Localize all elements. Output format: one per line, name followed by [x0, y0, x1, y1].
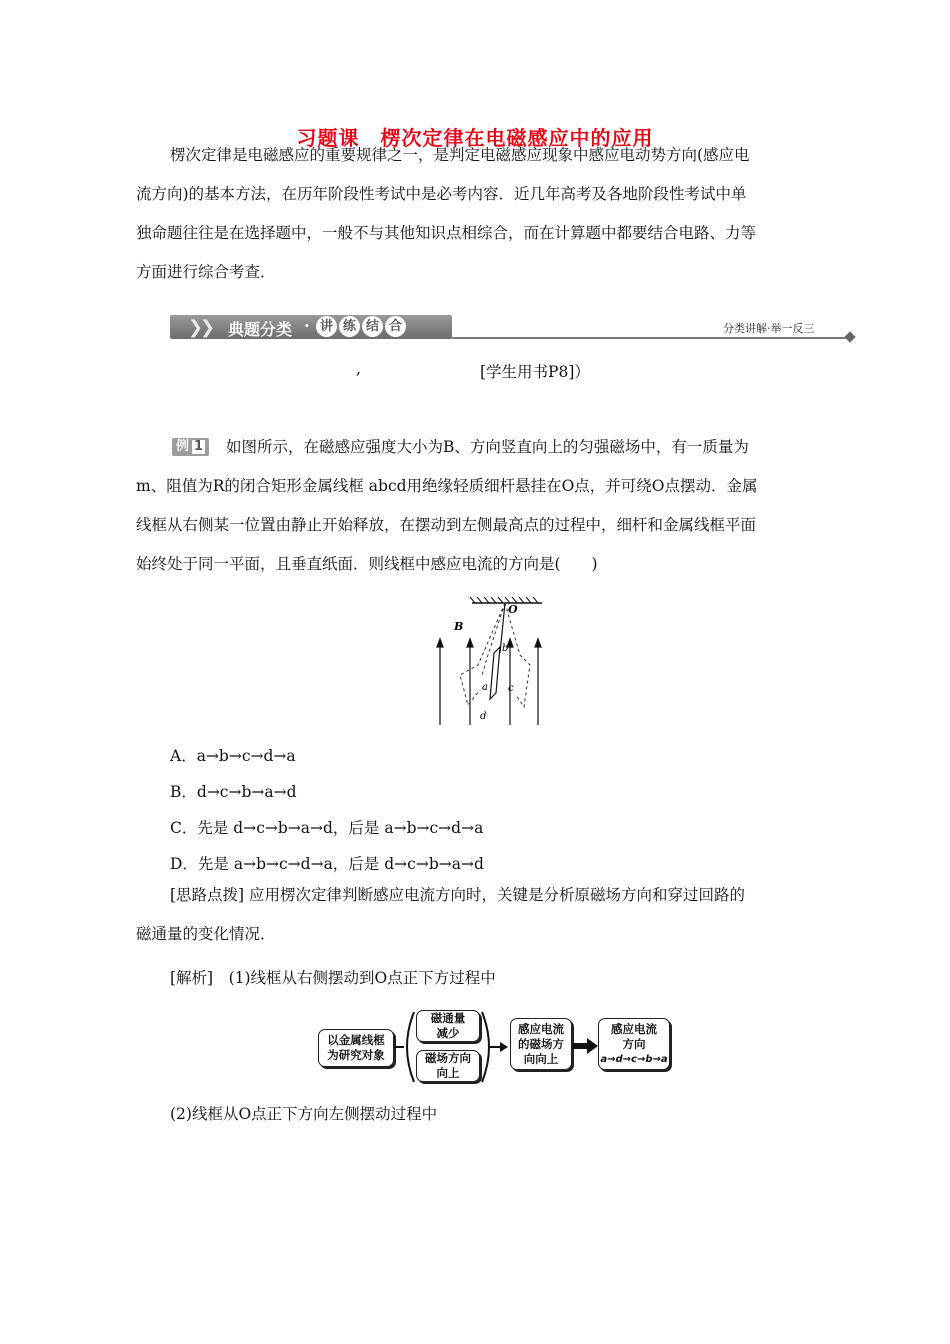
analysis-heading: [解析] (1)线框从右侧摆动到O点正下方过程中: [170, 969, 496, 987]
label-O: O: [508, 603, 518, 616]
option-d: D．先是 a→b→c→d→a，后是 d→c→b→a→d: [170, 855, 484, 873]
flow-box-current-direction: 感应电流 方向 a→d→c→b→a: [598, 1018, 670, 1070]
pendulum-figure: [430, 595, 550, 730]
page-title: 习题课 楞次定律在电磁感应中的应用: [296, 126, 654, 150]
banner-separator: ·: [304, 316, 310, 335]
banner-circle-char: 结: [362, 316, 383, 337]
example-badge: 例 1: [172, 438, 209, 456]
diamond-icon: [844, 331, 855, 342]
flow-box-field: 磁场方向 向上: [416, 1050, 480, 1082]
flow-connector: [394, 1008, 418, 1088]
chevron-right-icon: ❯: [188, 317, 204, 338]
analysis-part2: (2)线框从O点正下方向左侧摆动过程中: [170, 1105, 438, 1123]
intro-line: 方面进行综合考查．: [136, 263, 276, 281]
banner-circle-char: 练: [339, 316, 360, 337]
book-reference: [学生用书P8]）: [480, 363, 590, 381]
flow-diagram: [318, 1008, 678, 1093]
hint-line: 磁通量的变化情况．: [136, 925, 276, 943]
chevron-right-icon: ❯: [200, 317, 216, 338]
label-b: b: [502, 643, 509, 654]
hint-line: [思路点拨] 应用楞次定律判断感应电流方向时，关键是分析原磁场方向和穿过回路的: [170, 886, 746, 904]
banner-subtitle: 分类讲解·举一反三: [723, 322, 815, 335]
example-line: 始终处于同一平面，且垂直纸面．则线框中感应电流的方向是( ): [136, 555, 598, 573]
intro-line: 楞次定律是电磁感应的重要规律之一，是判定电磁感应现象中感应电动势方向(感应电: [170, 146, 750, 164]
intro-line: 流方向)的基本方法，在历年阶段性考试中是必考内容．近几年高考及各地阶段性考试中单: [136, 185, 747, 203]
flow-bracket-arrow: [480, 1008, 510, 1088]
option-b: B．d→c→b→a→d: [170, 783, 297, 801]
hint-paragraph: [136, 876, 826, 954]
example-line: m、阻值为R的闭合矩形金属线框 abcd用绝缘轻质细杆悬挂在O点，并可绕O点摆动．金属: [136, 477, 758, 495]
banner-circle-char: 讲: [316, 316, 337, 337]
label-a: a: [482, 682, 488, 693]
example-question: [136, 428, 826, 584]
intro-line: 独命题往往是在选择题中，一般不与其他知识点相综合，而在计算题中都要结合电路、力等: [136, 224, 757, 242]
banner-title: 典题分类: [228, 320, 293, 339]
section-banner: [170, 315, 860, 341]
label-d: d: [480, 711, 487, 722]
option-a: A．a→b→c→d→a: [170, 747, 296, 765]
ref-comma: ,: [356, 360, 361, 378]
banner-circle-char: 合: [385, 316, 406, 337]
example-line: 例 1 如图所示，在磁感应强度大小为B、方向竖直向上的匀强磁场中，有一质量为: [136, 428, 826, 467]
label-c: c: [508, 683, 514, 694]
banner-circles: [316, 316, 406, 337]
arrow-right-icon: [572, 1038, 598, 1054]
flow-box-flux: 磁通量 减少: [416, 1010, 480, 1042]
flow-box-induced-field: 感应电流 的磁场方 向向上: [510, 1018, 572, 1070]
option-c: C．先是 d→c→b→a→d，后是 a→b→c→d→a: [170, 819, 484, 837]
intro-paragraph: [136, 136, 816, 292]
label-B: B: [454, 620, 464, 633]
example-line: 线框从右侧某一位置由静止开始释放，在摆动到左侧最高点的过程中，细杆和金属线框平面: [136, 516, 757, 534]
flow-box-subject: 以金属线框 为研究对象: [318, 1029, 394, 1067]
banner-rule: [452, 337, 850, 339]
